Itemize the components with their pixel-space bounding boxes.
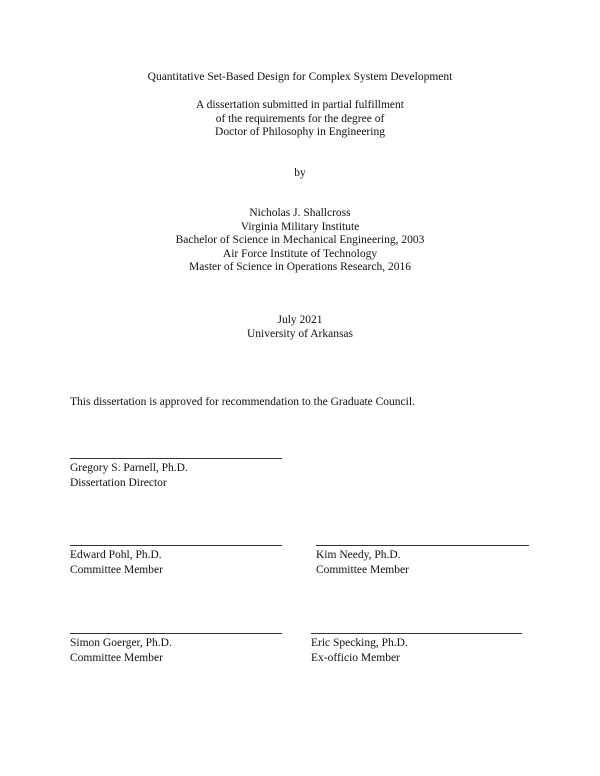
member4-role: Ex-officio Member xyxy=(311,652,400,664)
director-name: Gregory S. Parnell, Ph.D. xyxy=(70,462,188,474)
member1-role: Committee Member xyxy=(70,564,163,576)
submission-line: Doctor of Philosophy in Engineering xyxy=(215,126,385,138)
author-credential: Air Force Institute of Technology xyxy=(222,247,378,260)
member1-name: Edward Pohl, Ph.D. xyxy=(70,549,162,561)
member3-role: Committee Member xyxy=(70,652,163,664)
submission-line: of the requirements for the degree of xyxy=(215,112,385,125)
submission-line: A dissertation submitted in partial fulfillment xyxy=(196,99,404,111)
member4-name: Eric Specking, Ph.D. xyxy=(311,637,408,649)
by-label: by xyxy=(294,167,306,179)
signature-line-member3 xyxy=(70,633,282,634)
date-block xyxy=(0,314,600,341)
signature-line-member1 xyxy=(70,545,282,546)
director-role: Dissertation Director xyxy=(70,477,167,489)
approval-statement: This dissertation is approved for recommendation to the Graduate Council. xyxy=(70,396,415,408)
author-credential: Virginia Military Institute xyxy=(240,220,360,233)
author-name: Nicholas J. Shallcross xyxy=(249,207,351,219)
author-credential: Master of Science in Operations Research, 2016 xyxy=(189,261,411,273)
signature-line-director xyxy=(70,458,282,459)
member2-role: Committee Member xyxy=(316,564,409,576)
member2-name: Kim Needy, Ph.D. xyxy=(316,549,401,561)
signature-line-member2 xyxy=(316,545,529,546)
signature-line-member4 xyxy=(311,633,522,634)
member3-name: Simon Goerger, Ph.D. xyxy=(70,637,172,649)
university: University of Arkansas xyxy=(246,327,354,340)
author-block xyxy=(0,207,600,275)
submission-statement xyxy=(0,99,600,140)
date: July 2021 xyxy=(277,314,323,326)
author-credential: Bachelor of Science in Mechanical Engineering, 2003 xyxy=(175,234,425,246)
dissertation-title: Quantitative Set-Based Design for Complex System Development xyxy=(147,71,453,83)
